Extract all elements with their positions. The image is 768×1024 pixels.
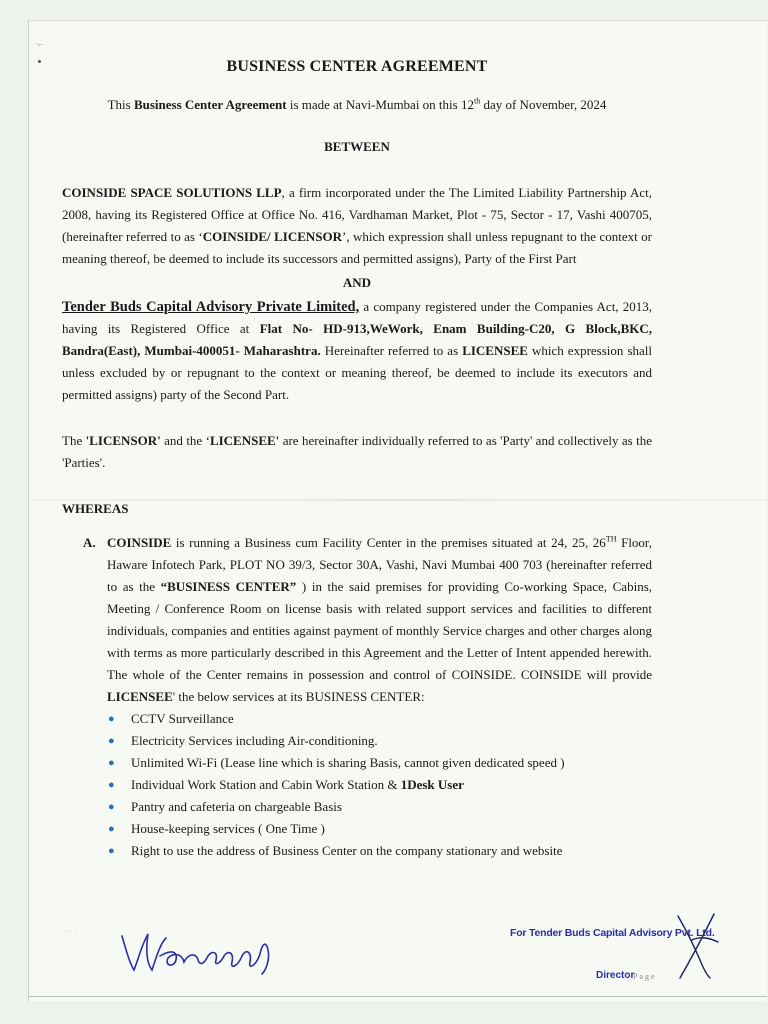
company-stamp-text: For Tender Buds Capital Advisory Pvt. Ltd. — [510, 927, 715, 939]
clause-a-text3: ) in the said premises for providing Co-working Space, Cabins, Meeting / Conference Room on license basis with related support services and facilities to different individuals, companies and entities against payment of monthly Service charges and other charges along with terms as more particularly described in this Agreement and the Letter of Intent appended herewith. The whole of the Center remains in possession and control of COINSIDE. COINSIDE will provide — [107, 579, 653, 682]
party2-text2: Hereinafter referred to as — [320, 343, 463, 358]
and-heading: AND — [342, 275, 372, 290]
list-item: ● Pantry and cafeteria on chargeable Basis — [107, 796, 652, 818]
agreement-body — [62, 56, 652, 862]
intro-suffix: day of November, 2024 — [480, 97, 607, 112]
bullet-icon: ● — [108, 779, 115, 791]
page-label: Page — [633, 972, 657, 981]
list-item: ● House-keeping services ( One Time ) — [107, 818, 652, 840]
parties-suffix: are hereinafter individually referred to as 'Party' and collectively as the 'Parties'. — [62, 433, 652, 470]
intro-sup: th — [473, 96, 481, 106]
list-item: ● Individual Work Station and Cabin Work Station & 1Desk User — [107, 774, 652, 796]
clause-a-text1: is running a Business cum Facility Center in the premises situated at 24, 25, 26 — [171, 535, 606, 550]
whereas-heading: WHEREAS — [62, 501, 129, 516]
signature-icon — [116, 920, 296, 980]
parties-paragraph — [62, 430, 652, 474]
party2-paragraph — [62, 296, 652, 406]
clause-a-text4: ' the below services at its BUSINESS CENTER: — [172, 689, 425, 704]
intro-middle: is made at Navi-Mumbai on this 12 — [286, 97, 474, 112]
parties-licensee: LICENSEE' — [209, 433, 280, 448]
bullet-icon: ● — [108, 757, 115, 769]
desk-user-bold: 1Desk User — [400, 777, 464, 792]
party1-alias: COINSIDE/ LICENSOR — [202, 229, 342, 244]
clause-a-text2: Floor, Haware Infotech Park, PLOT NO 39/3, Sector 30A, Vashi, Navi Mumbai 400 703 (hereinafter referred to as the — [107, 535, 652, 594]
parties-middle: and the ‘ — [160, 433, 210, 448]
party1-text1: , a firm incorporated under the The Limited Liability Partnership Act, 2008, having its Registered Office at Office No. 416, Vardhaman Market, Plot - 75, Sector - 17, Vashi 400705, (hereinafter referred to as ‘ — [62, 185, 653, 244]
party1-text2: ’, which expression shall unless repugnant to the context or meaning thereof, be deemed to include its successors and permitted assigns), Party of the First Part — [62, 229, 652, 266]
party1-paragraph — [62, 182, 652, 270]
clause-a-business-center: “BUSINESS CENTER” — [160, 579, 297, 594]
page-bottom-edge — [29, 996, 767, 997]
parties-licensor: 'LICENSOR' — [85, 433, 161, 448]
intro-line — [62, 94, 652, 116]
list-item: ● Right to use the address of Business Center on the company stationary and website — [107, 840, 652, 862]
bullet-icon: ● — [108, 823, 115, 835]
bullet-icon: ● — [108, 801, 115, 813]
party2-text1: a company registered under the Companies Act, 2013, having its Registered Office at — [62, 299, 652, 336]
corner-mark: ·⌐ — [36, 40, 44, 49]
bullet-icon: ● — [108, 713, 115, 725]
document-title: BUSINESS CENTER AGREEMENT — [226, 58, 488, 75]
list-item: ● Electricity Services including Air-conditioning. — [107, 730, 652, 752]
between-heading: BETWEEN — [324, 139, 390, 154]
party2-name: Tender Buds Capital Advisory Private Limited, — [62, 299, 360, 315]
list-item: ● CCTV Surveillance — [107, 708, 652, 730]
clause-a-coinside: COINSIDE — [107, 535, 172, 550]
party1-name: COINSIDE SPACE SOLUTIONS LLP — [62, 185, 282, 200]
bullet-icon: ● — [108, 845, 115, 857]
clause-a — [62, 532, 652, 708]
party2-address: Flat No- HD-913,WeWork, Enam Building-C20, G Block,BKC, Bandra(East), Mumbai-400051- Maharashtra. — [62, 321, 652, 358]
clause-a-licensee: LICENSEE — [107, 689, 173, 704]
faint-stamp-number: ·· · · — [64, 927, 85, 936]
intro-bold: Business Center Agreement — [133, 97, 287, 112]
services-list — [62, 708, 652, 862]
corner-dot — [38, 60, 41, 63]
stamp-signature-icon — [670, 910, 730, 980]
intro-prefix: This — [107, 97, 134, 112]
bullet-icon: ● — [108, 735, 115, 747]
clause-a-text — [107, 532, 652, 708]
director-label: Director — [596, 970, 635, 981]
list-item: ● Unlimited Wi-Fi (Lease line which is sharing Basis, cannot given dedicated speed ) — [107, 752, 652, 774]
parties-prefix: The — [62, 433, 86, 448]
clause-a-sup: TH — [605, 534, 617, 544]
party2-text3: which expression shall unless excluded by or repugnant to the context or meaning thereof, be deemed to include its executors and permitted assigns) party of the Second Part. — [62, 343, 652, 402]
clause-a-label: A. — [83, 535, 96, 550]
party2-alias: LICENSEE — [462, 343, 528, 358]
